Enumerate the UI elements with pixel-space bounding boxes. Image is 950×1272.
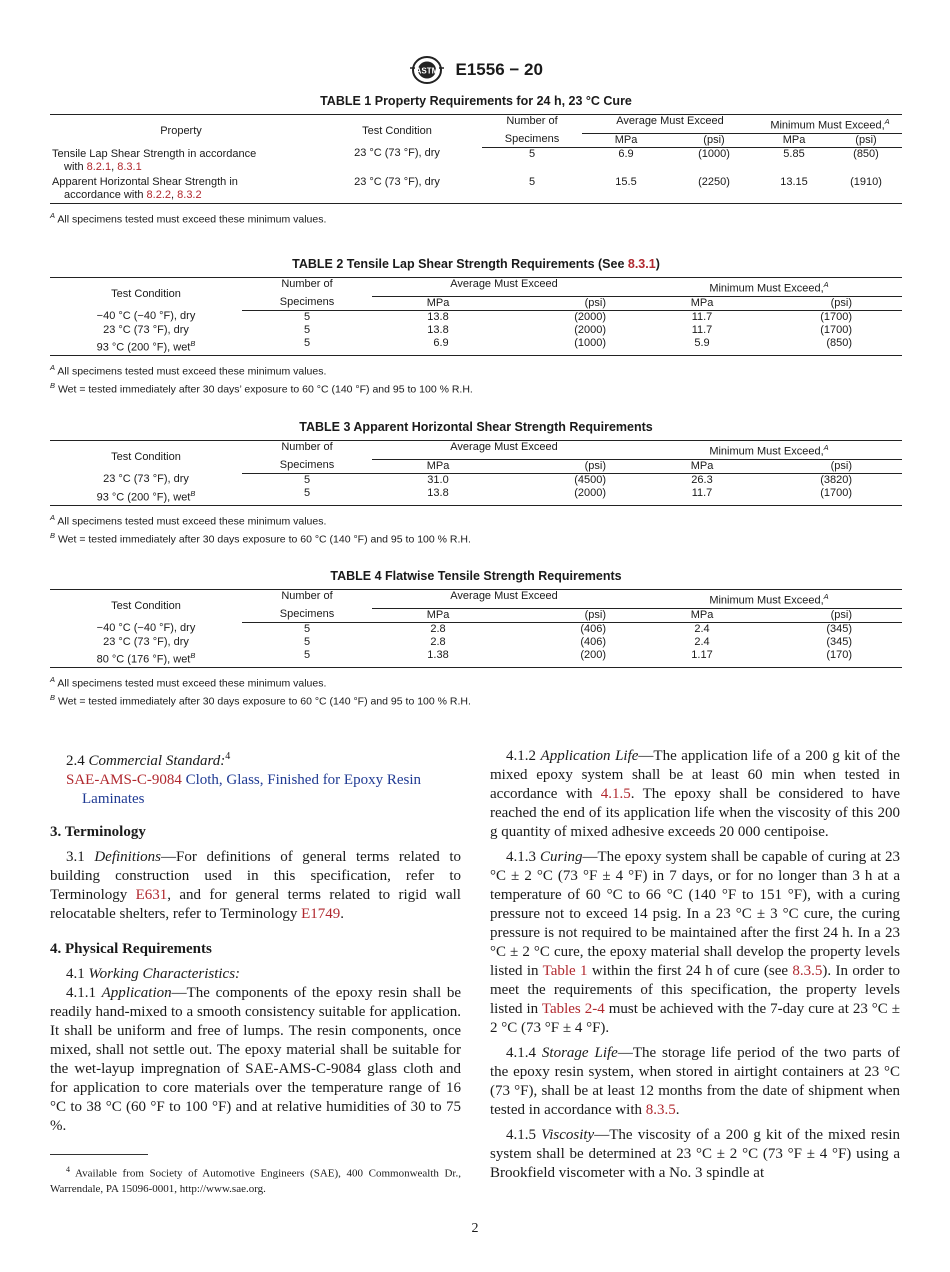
- svg-text:ASTM: ASTM: [415, 66, 439, 76]
- col-header-mpa: MPa: [758, 133, 830, 147]
- table-1-grid: [50, 114, 902, 204]
- ref-link[interactable]: 8.3.1: [117, 161, 142, 174]
- ref-link[interactable]: SAE-AMS-C-9084: [66, 772, 182, 788]
- ref-link[interactable]: 8.3.5: [645, 1102, 676, 1118]
- col-header-specimens-2: Specimens: [482, 133, 582, 147]
- table-2-grid: Test Condition Number of Average Must Exceed Minimum Must Exceed,$^A$ Specimens MPa (psi) MPa (psi) −40 °C (−40 °F), dry 5 13.8 (2000) 11.7 (1700) 23 °C (73 °F), dry 5 13.8 (2000) 11.7 (1700) 93 °C (200 °F), wet$^B$ 5 6.9 (1000) 5.9 (850): [50, 277, 902, 356]
- table-1-footnotes: $^A$ All specimens tested must exceed these minimum values.: [50, 211, 327, 226]
- footnote-divider: [50, 1154, 148, 1155]
- col-header-specimens: Number of: [242, 278, 372, 297]
- col-header-average: Average Must Exceed: [372, 278, 636, 297]
- table-row: Tensile Lap Shear Strength in accordance with 8.2.1, 8.3.1 23 °C (73 °F), dry 5 6.9 (1000) 5.85 (850): [52, 147, 879, 174]
- col-header-psi: (psi): [830, 133, 902, 147]
- standard-designation: E1556 − 20: [455, 60, 543, 79]
- table-2-title: TABLE 2 Tensile Lap Shear Strength Requirements (See 8.3.1): [292, 257, 660, 271]
- ref-link[interactable]: E631: [135, 887, 168, 903]
- page-header: [0, 55, 950, 85]
- col-header-condition: Test Condition: [312, 115, 482, 148]
- col-header-minimum: Minimum Must Exceed,$^A$: [636, 278, 902, 297]
- para-4-1-1: 4.1.1 Application—The components of the epoxy resin shall be readily hand-mixed to a smooth consistency suitable for application. It shall be uniform and free of lumps. The resin components, once mixed, shall not settle out. The epoxy material shall be suitable for the wet-layup impregnation of SAE-AMS-C-9084 glass cloth and for application to core materials over the temperature range of 16 °C to 38 °C (60 °F to 100 °F) and at relative humidities of 30 to 75 %.: [50, 985, 462, 1134]
- col-header-condition: Test Condition: [50, 590, 242, 623]
- col-header-specimens: Number of: [482, 115, 582, 134]
- col-header-specimens: Number of: [242, 441, 372, 460]
- table-3-footnotes: $^A$ All specimens tested must exceed these minimum values. $^B$ Wet = tested immediately after 30 days exposure to 60 °C (140 °F) and 95 to 100 % R.H.: [50, 513, 471, 546]
- ref-link[interactable]: E1749: [301, 906, 341, 922]
- table-row: 93 °C (200 °F), wet$^B$ 5 13.8 (2000) 11.7 (1700): [50, 487, 902, 506]
- col-header-minimum: Minimum Must Exceed,$^A$: [636, 441, 902, 460]
- col-header-condition: Test Condition: [50, 278, 242, 311]
- footnote: $^4$ Available from Society of Automotive Engineers (SAE), 400 Commonwealth Dr., Warrendale, PA 15096-0001, http://www.sae.org.: [50, 1165, 461, 1195]
- col-header-average: Average Must Exceed: [372, 441, 636, 460]
- table-row: −40 °C (−40 °F), dry 5 2.8 (406) 2.4 (345): [96, 622, 852, 635]
- section-3-heading: 3. Terminology: [50, 824, 146, 840]
- para-4-1-4: 4.1.4 Storage Life—The storage life period of the two parts of the epoxy resin system, when stored in airtight containers at 23 °C (73 °F), shall be at least 12 months from the date of shipment when tested in accordance with 8.3.5.: [490, 1045, 901, 1118]
- table-4-title: TABLE 4 Flatwise Tensile Strength Requirements: [330, 569, 622, 583]
- section-2-4: 2.4 Commercial Standard:$^4$: [66, 751, 231, 769]
- table-4-grid: Test Condition Number of Average Must Exceed Minimum Must Exceed,$^A$ Specimens MPa (psi) MPa (psi) −40 °C (−40 °F), dry 5 2.8 (406) 2.4 (345) 23 °C (73 °F), dry 5 2.8 (406) 2.4 (345) 80 °C (176 °F), wet$^B$ 5 1.38 (200) 1.17 (170): [50, 589, 902, 668]
- table-row: Apparent Horizontal Shear Strength in accordance with 8.2.2, 8.3.2 23 °C (73 °F), dry 5 15.5 (2250) 13.15 (1910): [50, 174, 902, 204]
- col-header-psi: (psi): [670, 133, 758, 147]
- table-row: 23 °C (73 °F), dry 5 2.8 (406) 2.4 (345): [103, 635, 852, 648]
- table-4-footnotes: $^A$ All specimens tested must exceed these minimum values. $^B$ Wet = tested immediately after 30 days exposure to 60 °C (140 °F) and 95 to 100 % R.H.: [50, 675, 471, 708]
- ref-link[interactable]: 8.2.1: [86, 161, 112, 174]
- table-row: 23 °C (73 °F), dry 5 13.8 (2000) 11.7 (1700): [103, 323, 852, 336]
- col-header-minimum: Minimum Must Exceed,$^A$: [636, 590, 902, 609]
- para-3-1: 3.1 Definitions—For definitions of general terms related to building construction used in this specification, refer to Terminology E631, and for general terms related to rigid wall relocatable shelters, refer to Terminology E1749.: [50, 849, 461, 922]
- col-header-average: Average Must Exceed: [372, 590, 636, 609]
- ref-link[interactable]: 4.1.5: [600, 786, 631, 802]
- para-4-1-5: 4.1.5 Viscosity—The viscosity of a 200 g kit of the mixed resin system shall be determined at 23 °C ± 2 °C (73 °F ± 4 °F) using a Brookfield viscometer with a No. 3 spindle at: [490, 1127, 900, 1181]
- left-column: [50, 747, 461, 1136]
- ref-link[interactable]: Tables 2-4: [541, 1001, 605, 1017]
- astm-logo-icon: [407, 55, 447, 85]
- table-3: [50, 420, 902, 546]
- table-2-footnotes: $^A$ All specimens tested must exceed these minimum values. $^B$ Wet = tested immediately after 30 days’ exposure to 60 °C (140 °F) and 95 to 100 % R.H.: [50, 363, 473, 396]
- col-header-minimum: Minimum Must Exceed,$^A$: [758, 115, 902, 134]
- table-row: 80 °C (176 °F), wet$^B$ 5 1.38 (200) 1.17 (170): [50, 649, 902, 668]
- para-4-1: 4.1 Working Characteristics:: [66, 966, 241, 982]
- col-header-condition: Test Condition: [50, 441, 242, 474]
- col-header-mpa: MPa: [582, 133, 670, 147]
- table-2: [50, 257, 902, 396]
- table-row: 23 °C (73 °F), dry 5 31.0 (4500) 26.3 (3820): [103, 473, 852, 486]
- section-4-heading: 4. Physical Requirements: [50, 941, 212, 957]
- ref-link[interactable]: 8.3.5: [792, 963, 823, 979]
- table-1: [50, 94, 902, 227]
- sae-reference: SAE-AMS-C-9084 Cloth, Glass, Finished for Epoxy Resin Laminates: [66, 772, 422, 807]
- para-4-1-2: 4.1.2 Application Life—The application life of a 200 g kit of the mixed epoxy system shall be at least 60 min when tested in accordance with 4.1.5. The epoxy shall be considered to have reached the end of its application life when the viscosity of this 200 g quantity of mixed adhesive exceeds 20 000 centipoise.: [490, 748, 901, 840]
- table-4: [50, 569, 902, 708]
- table-row: −40 °C (−40 °F), dry 5 13.8 (2000) 11.7 (1700): [96, 310, 852, 323]
- table-3-grid: Test Condition Number of Average Must Exceed Minimum Must Exceed,$^A$ Specimens MPa (psi) MPa (psi) 23 °C (73 °F), dry 5 31.0 (4500) 26.3 (3820) 93 °C (200 °F), wet$^B$ 5 13.8 (2000) 11.7 (1700): [50, 440, 902, 506]
- table-1-title: TABLE 1 Property Requirements for 24 h, 23 °C Cure: [320, 94, 632, 108]
- ref-link[interactable]: 8.2.2: [146, 189, 172, 202]
- ref-link[interactable]: 8.3.2: [177, 189, 202, 202]
- col-header-specimens: Number of: [242, 590, 372, 609]
- ref-link[interactable]: 8.3.1: [627, 257, 656, 271]
- page-number: 2: [471, 1221, 479, 1236]
- table-3-title: TABLE 3 Apparent Horizontal Shear Strength Requirements: [299, 420, 653, 434]
- table-row: 93 °C (200 °F), wet$^B$ 5 6.9 (1000) 5.9 (850): [50, 337, 902, 356]
- para-4-1-3: 4.1.3 Curing—The epoxy system shall be capable of curing at 23 °C ± 2 °C (73 °F ± 4 °F) in 7 days, or for no longer than 3 h at a temperature of 60 °C to 66 °C (140 °F to 151 °F), with a curing pressure not to exceed 14 psig. In a 23 °C ± 3 °C cure, the curing pressure is not required to be maintained after the first 24 h. In a 23 °C ± 2 °C cure, the epoxy material shall develop the property levels listed in Table 1 within the first 24 h of cure (see 8.3.5). In order to meet the requirements of this specification, the property levels listed in Tables 2-4 must be achieved with the 7-day cure at 23 °C ± 2 °C (73 °F ± 4 °F).: [490, 849, 901, 1036]
- col-header-average: Average Must Exceed: [582, 115, 758, 134]
- col-header-property: Property: [50, 115, 312, 148]
- right-column: [490, 747, 900, 1183]
- ref-link[interactable]: Table 1: [542, 963, 588, 979]
